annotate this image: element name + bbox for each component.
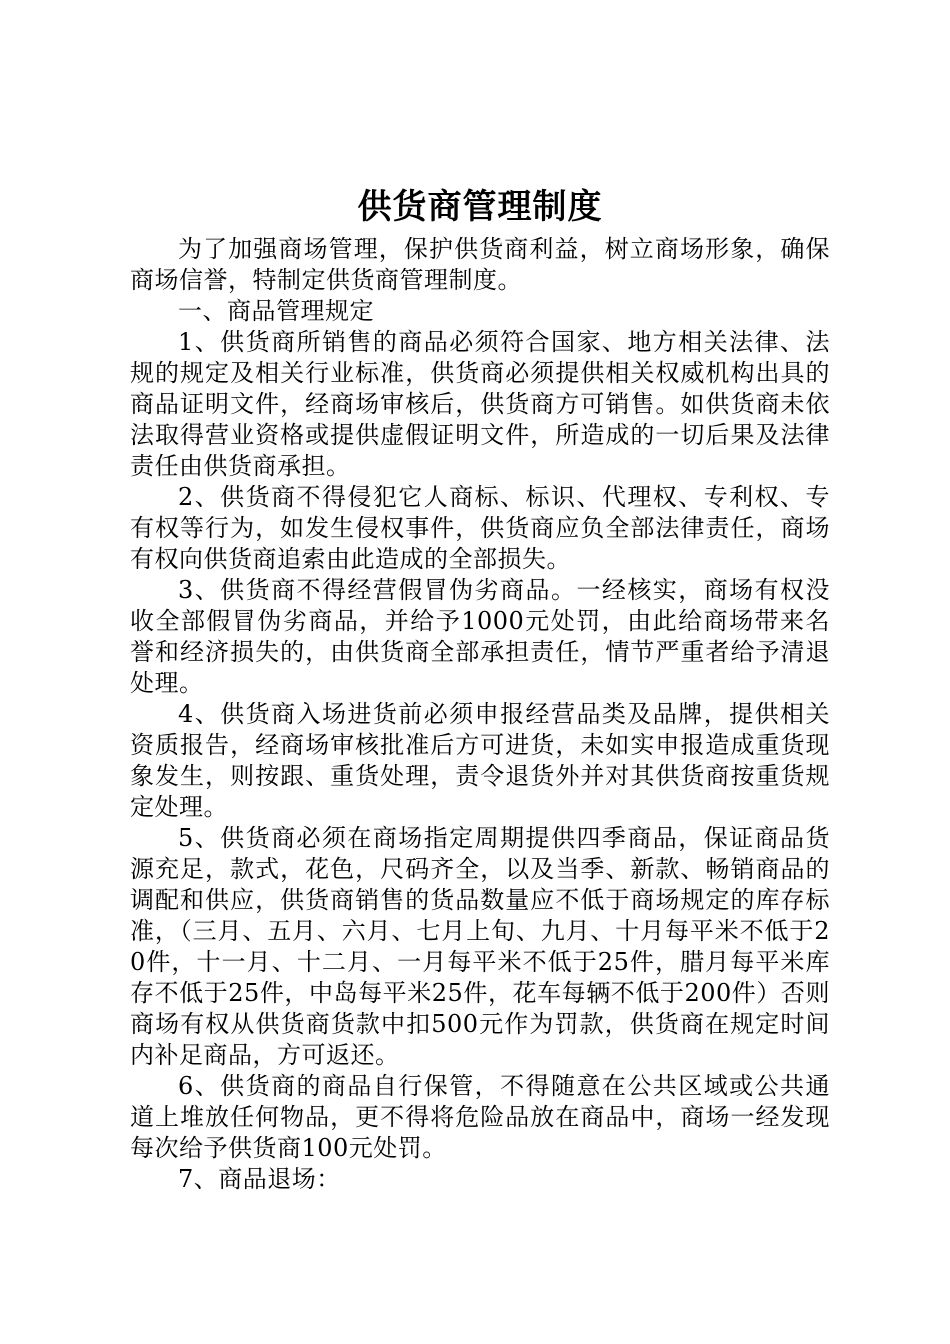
intro-paragraph: 为了加强商场管理，保护供货商利益，树立商场形象，确保商场信誉，特制定供货商管理制度。: [130, 235, 830, 294]
clause-2-paragraph: 2、供货商不得侵犯它人商标、标识、代理权、专利权、专有权等行为，如发生侵权事件，供货商应负全部法律责任，商场有权向供货商追索由此造成的全部损失。: [130, 483, 830, 573]
clause-4-paragraph: 4、供货商入场进货前必须申报经营品类及品牌，提供相关资质报告，经商场审核批准后方可进货，未如实申报造成重货现象发生，则按跟、重货处理，责令退货外并对其供货商按重货规定处理。: [130, 700, 830, 821]
document-page: [130, 182, 830, 1195]
document-title: 供货商管理制度: [357, 187, 603, 227]
section-heading: 一、商品管理规定: [178, 297, 374, 325]
clause-7-paragraph: 7、商品退场：: [178, 1165, 341, 1193]
clause-6-paragraph: 6、供货商的商品自行保管，不得随意在公共区域或公共通道上堆放任何物品，更不得将危险品放在商品中，商场一经发现每次给予供货商100元处罚。: [130, 1072, 830, 1162]
clause-1-paragraph: 1、供货商所销售的商品必须符合国家、地方相关法律、法规的规定及相关行业标准，供货商必须提供相关权威机构出具的商品证明文件，经商场审核后，供货商方可销售。如供货商未依法取得营业资格或提供虚假证明文件，所造成的一切后果及法律责任由供货商承担。: [130, 328, 830, 480]
clause-3-paragraph: 3、供货商不得经营假冒伪劣商品。一经核实，商场有权没收全部假冒伪劣商品，并给予1000元处罚，由此给商场带来名誉和经济损失的，由供货商全部承担责任，情节严重者给予清退处理。: [130, 576, 830, 697]
clause-5-paragraph: 5、供货商必须在商场指定周期提供四季商品，保证商品货源充足，款式，花色，尺码齐全，以及当季、新款、畅销商品的调配和供应，供货商销售的货品数量应不低于商场规定的库存标准，（三月、五月、六月、七月上旬、九月、十月每平米不低于20件，十一月、十二月、一月每平米不低于25件，腊月每平米库存不低于25件，中岛每平米25件，花车每辆不低于200件）否则商场有权从供货商货款中扣500元作为罚款，供货商在规定时间内补足商品，方可返还。: [130, 824, 830, 1069]
